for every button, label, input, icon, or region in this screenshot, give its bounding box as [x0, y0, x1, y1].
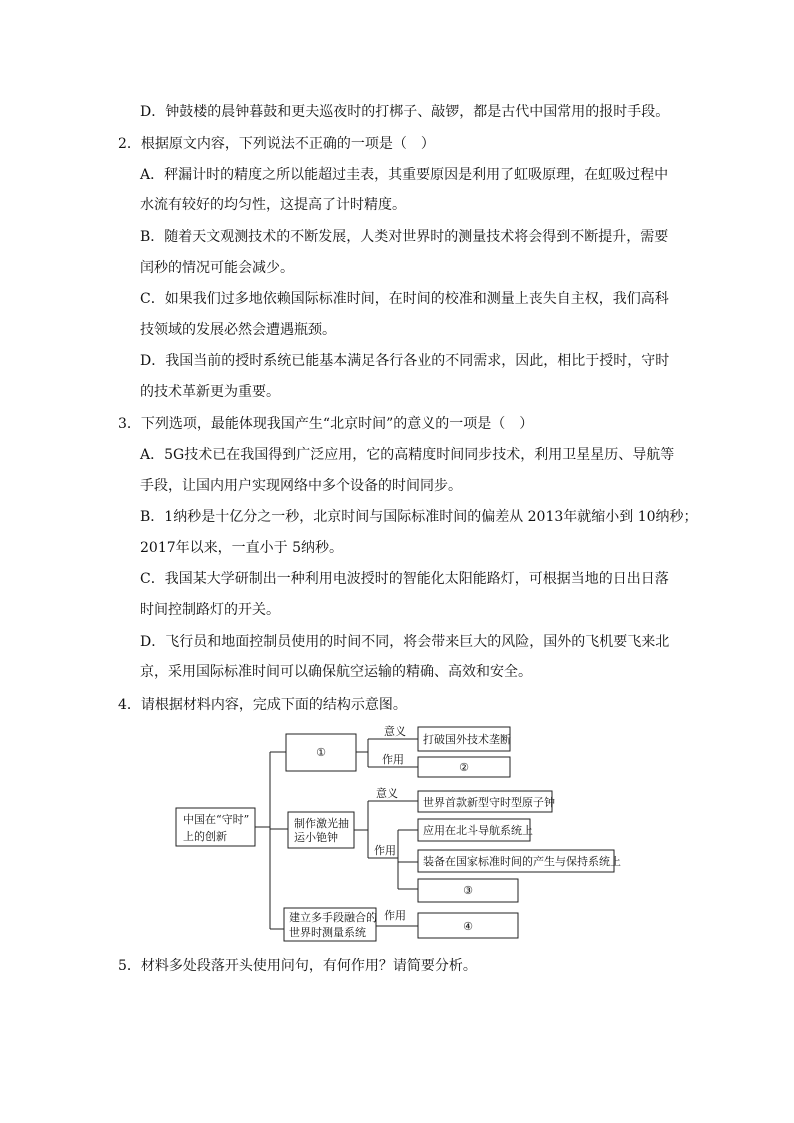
- node2-meaning-tag: 意义: [376, 787, 398, 800]
- q3-option-c-line2: 时间控制路灯的开关。: [140, 602, 280, 618]
- node1-meaning-tag: 意义: [384, 725, 406, 738]
- q3-option-b-line1: B．1纳秒是十亿分之一秒，北京时间与国际标准时间的偏差从 2013年就缩小到 10纳秒；: [140, 509, 698, 525]
- node2-meaning-text: 世界首款新型守时型原子钟: [423, 796, 555, 809]
- node3-label-line1: 建立多手段融合的: [289, 911, 377, 924]
- q5-stem: 5．材料多处段落开头使用问句，有何作用？请简要分析。: [118, 958, 477, 974]
- q2-option-c-line1: C．如果我们过多地依赖国际标准时间，在时间的校准和测量上丧失自主权，我们高科: [140, 291, 669, 307]
- node2-label-line1: 制作激光抽: [294, 817, 349, 830]
- q2-option-a-line2: 水流有较好的均匀性，这提高了计时精度。: [140, 197, 406, 213]
- q3-option-a-line2: 手段，让国内用户实现网络中多个设备的时间同步。: [140, 478, 462, 494]
- q3-stem: 3．下列选项，最能体现我国产生“北京时间”的意义的一项是（ ）: [118, 416, 534, 432]
- node2-function-3-text: ③: [463, 884, 473, 897]
- q2-option-b-line2: 闰秒的情况可能会减少。: [140, 260, 294, 276]
- node1-meaning-text: 打破国外技术垄断: [423, 733, 511, 746]
- q4-stem: 4．请根据材料内容，完成下面的结构示意图。: [118, 697, 407, 713]
- node3-function-text: ④: [463, 920, 473, 933]
- node1-function-text: ②: [459, 761, 469, 774]
- q2-option-a-line1: A．秤漏计时的精度之所以能超过圭表，其重要原因是利用了虹吸原理，在虹吸过程中: [140, 167, 669, 183]
- node2-label-line2: 运小铯钟: [294, 831, 338, 844]
- node2-function-1-text: 应用在北斗导航系统上: [423, 824, 533, 837]
- root-label-line1: 中国在“守时”: [183, 813, 250, 826]
- node3-label-line2: 世界时测量系统: [289, 926, 366, 939]
- node2-function-tag: 作用: [374, 844, 396, 857]
- node2-function-2-text: 装备在国家标准时间的产生与保持系统上: [423, 855, 621, 868]
- q3-option-b-line2: 2017年以来，一直小于 5纳秒。: [140, 540, 343, 556]
- root-label-line2: 上的创新: [183, 830, 227, 843]
- q2-stem: 2．根据原文内容，下列说法不正确的一项是（ ）: [118, 136, 435, 152]
- node1-function-tag: 作用: [382, 753, 404, 766]
- q2-option-d-line2: 的技术革新更为重要。: [140, 384, 280, 400]
- q3-option-d-line2: 京，采用国际标准时间可以确保航空运输的精确、高效和安全。: [140, 664, 532, 680]
- q3-option-d-line1: D．飞行员和地面控制员使用的时间不同，将会带来巨大的风险，国外的飞机要飞来北: [140, 634, 670, 650]
- q3-option-a-line1: A．5G技术已在我国得到广泛应用，它的高精度时间同步技术，利用卫星星历、导航等: [140, 447, 675, 463]
- q2-option-d-line1: D．我国当前的授时系统已能基本满足各行各业的不同需求，因此，相比于授时，守时: [140, 353, 670, 369]
- q3-option-c-line1: C．我国某大学研制出一种利用电波授时的智能化太阳能路灯，可根据当地的日出日落: [140, 571, 669, 587]
- q2-option-b-line1: B．随着天文观测技术的不断发展，人类对世界时的测量技术将会得到不断提升，需要: [140, 229, 669, 245]
- q1-option-d: D．钟鼓楼的晨钟暮鼓和更夫巡夜时的打梆子、敲锣，都是古代中国常用的报时手段。: [140, 104, 670, 120]
- node1-label: ①: [316, 746, 326, 759]
- q2-option-c-line2: 技领域的发展必然会遭遇瓶颈。: [140, 322, 336, 338]
- node3-function-tag: 作用: [384, 909, 406, 922]
